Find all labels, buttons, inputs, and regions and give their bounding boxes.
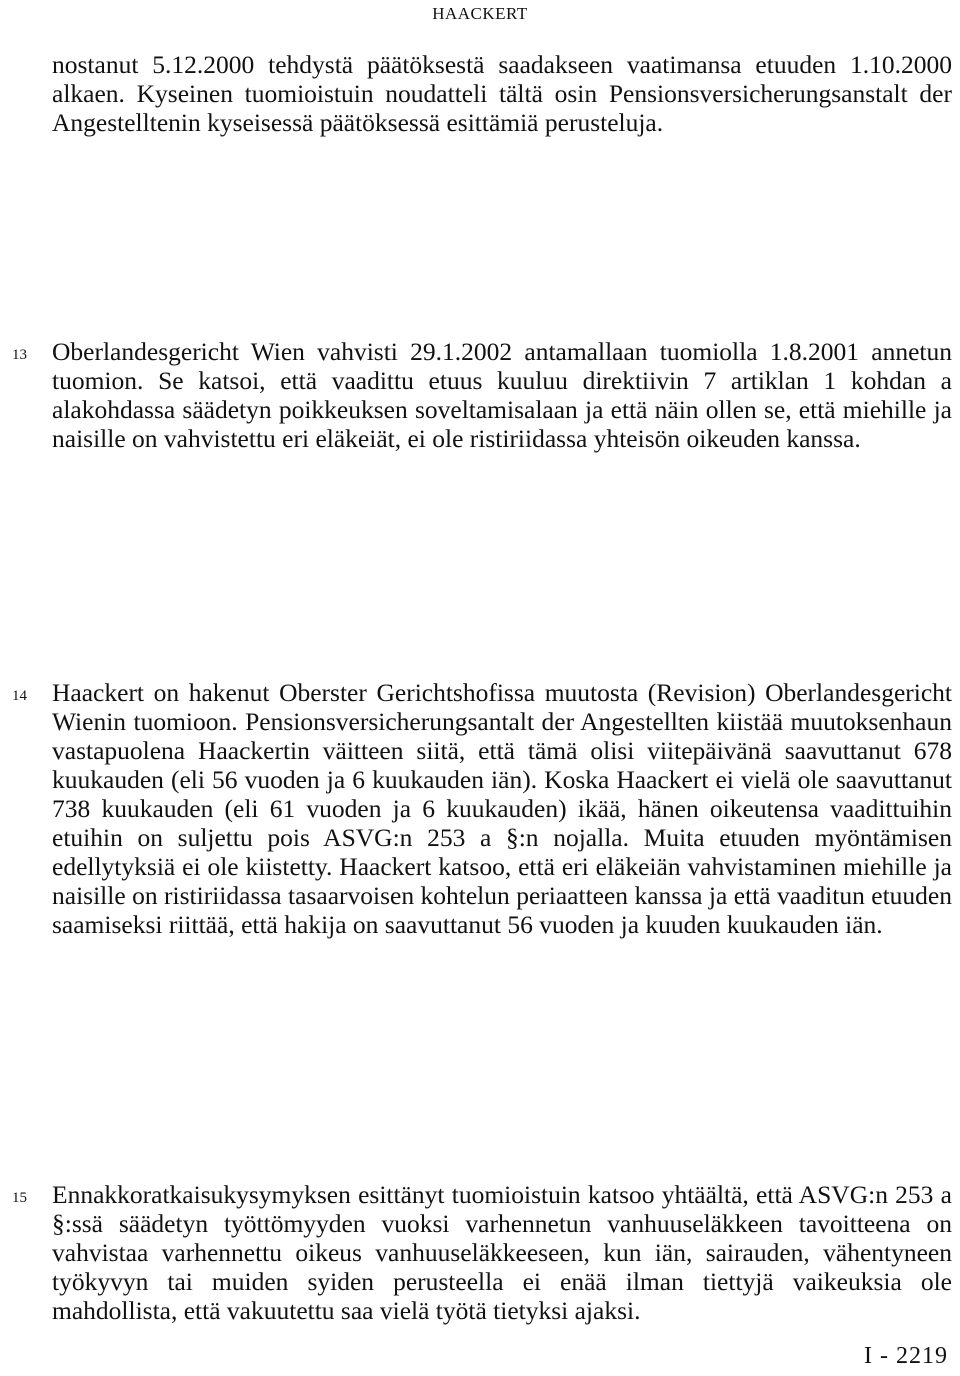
paragraph-number-14: 14 xyxy=(12,688,27,704)
page-number: I - 2219 xyxy=(864,1343,948,1369)
paragraph-14: Haackert on hakenut Oberster Gerichtshofissa muutosta (Revision) Oberlandesgericht Wienin tuomioon. Pensionsversicherungsantalt der Angestellten kiistää muutoksenhaun vastapuolena Haackertin väitteen siitä, että tämä olisi viitepäivänä saavuttanut 678 kuukauden (eli 56 vuoden ja 6 kuukauden iän). Koska Haackert ei vielä ole saavuttanut 738 kuukauden (eli 61 vuoden ja 6 kuukauden) ikää, hänen oikeutensa vaadittuihin etuihin on suljettu pois ASVG:n 253 a §:n nojalla. Muita etuuden myöntämisen edellytyksiä ei ole kiistetty. Haackert katsoo, että eri eläkeiän vahvistaminen miehille ja naisille on ristiriidassa tasaarvoisen kohtelun periaatteen kanssa ja että vaaditun etuuden saamiseksi riittää, että hakija on saavuttanut 56 vuoden ja kuuden kuukauden iän. xyxy=(52,678,952,939)
paragraph-continuation: nostanut 5.12.2000 tehdystä päätöksestä saadakseen vaatimansa etuuden 1.10.2000 alkaen. Kyseinen tuomioistuin noudatteli tältä osin Pensionsversicherungsanstalt der Angestelltenin kyseisessä päätöksessä esittämiä perusteluja. xyxy=(52,50,952,137)
paragraph-number-15: 15 xyxy=(12,1190,27,1206)
paragraph-number-13: 13 xyxy=(12,347,27,363)
running-head: HAACKERT xyxy=(432,4,528,23)
paragraph-15: Ennakkoratkaisukysymyksen esittänyt tuomioistuin katsoo yhtäältä, että ASVG:n 253 a §:ssä säädetyn työttömyyden vuoksi varhennetun vanhuuseläkkeen tavoitteena on vahvistaa varhennettu oikeus vanhuuseläkkeeseen, kun iän, sairauden, vähentyneen työkyvyn tai muiden syiden perusteella ei enää ilman tiettyjä vaikeuksia ole mahdollista, että vakuutettu saa vielä työtä tietyksi ajaksi. xyxy=(52,1180,952,1325)
paragraph-13: Oberlandesgericht Wien vahvisti 29.1.2002 antamallaan tuomiolla 1.8.2001 annetun tuomion. Se katsoi, että vaadittu etuus kuuluu direktiivin 7 artiklan 1 kohdan a alakohdassa säädetyn poikkeuksen soveltamisalaan ja että näin ollen se, että miehille ja naisille on vahvistettu eri eläkeiät, ei ole ristiriidassa yhteisön oikeuden kanssa. xyxy=(52,337,952,453)
